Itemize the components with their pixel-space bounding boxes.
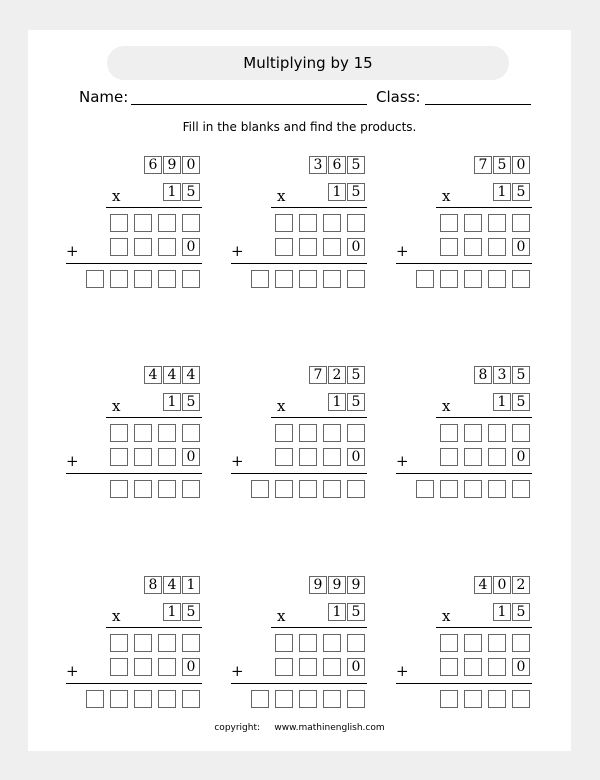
partial-product-2-box[interactable]	[134, 238, 152, 256]
placeholder-zero-box: 0	[512, 238, 530, 256]
multiplier-digit-box: 5	[347, 183, 365, 201]
multiplicand-digit-box: 9	[163, 156, 181, 174]
multiplier-digit-box: 1	[493, 183, 511, 201]
multiplicand-digit-box: 3	[493, 366, 511, 384]
final-product-box[interactable]	[464, 270, 482, 288]
partial-product-1-box[interactable]	[464, 634, 482, 652]
name-field[interactable]	[131, 104, 367, 105]
final-product-box[interactable]	[299, 270, 317, 288]
partial-product-1-box[interactable]	[158, 634, 176, 652]
multiplicand-digit-box: 2	[328, 366, 346, 384]
partial-product-1-box[interactable]	[134, 424, 152, 442]
final-product-box[interactable]	[323, 690, 341, 708]
times-sign: x	[277, 397, 286, 415]
name-label: Name:	[79, 88, 129, 106]
multiplicand-digit-box: 4	[163, 576, 181, 594]
class-field[interactable]	[425, 104, 531, 105]
multiplicand-digit-box: 4	[163, 366, 181, 384]
final-product-box[interactable]	[251, 480, 269, 498]
times-sign: x	[277, 187, 286, 205]
multiplicand-digit-box: 6	[144, 156, 162, 174]
sum-line	[231, 263, 367, 264]
partial-product-2-box[interactable]	[488, 658, 506, 676]
partial-product-1-box[interactable]	[110, 634, 128, 652]
final-product-box[interactable]	[275, 480, 293, 498]
final-product-box[interactable]	[416, 480, 434, 498]
multiplier-underline	[271, 207, 367, 208]
final-product-box[interactable]	[251, 270, 269, 288]
partial-product-1-box[interactable]	[323, 214, 341, 232]
multiplier-digit-box: 1	[163, 393, 181, 411]
final-product-box[interactable]	[110, 480, 128, 498]
final-product-box[interactable]	[182, 690, 200, 708]
partial-product-1-box[interactable]	[512, 214, 530, 232]
partial-product-1-box[interactable]	[110, 214, 128, 232]
partial-product-2-box[interactable]	[110, 658, 128, 676]
partial-product-2-box[interactable]	[110, 448, 128, 466]
partial-product-1-box[interactable]	[134, 214, 152, 232]
final-product-box[interactable]	[440, 270, 458, 288]
multiplicand-digit-box: 7	[474, 156, 492, 174]
plus-sign: +	[396, 452, 409, 470]
final-product-box[interactable]	[440, 480, 458, 498]
multiplicand-digit-box: 8	[474, 366, 492, 384]
worksheet-title: Multiplying by 15	[107, 46, 509, 80]
class-label: Class:	[376, 88, 421, 106]
final-product-box[interactable]	[134, 480, 152, 498]
final-product-box[interactable]	[464, 690, 482, 708]
multiplicand-digit-box: 0	[512, 156, 530, 174]
partial-product-2-box[interactable]	[488, 448, 506, 466]
final-product-box[interactable]	[251, 690, 269, 708]
multiplier-digit-box: 5	[512, 393, 530, 411]
sum-line	[396, 263, 532, 264]
multiplier-digit-box: 1	[328, 183, 346, 201]
multiplier-digit-box: 1	[493, 393, 511, 411]
multiplicand-digit-box: 2	[512, 576, 530, 594]
multiplicand-digit-box: 4	[182, 366, 200, 384]
multiplicand-digit-box: 5	[347, 366, 365, 384]
final-product-box[interactable]	[134, 270, 152, 288]
partial-product-2-box[interactable]	[275, 448, 293, 466]
multiplier-digit-box: 5	[182, 603, 200, 621]
times-sign: x	[442, 187, 451, 205]
multiplication-problem	[231, 366, 381, 516]
final-product-box[interactable]	[182, 270, 200, 288]
final-product-box[interactable]	[488, 270, 506, 288]
multiplicand-digit-box: 9	[328, 576, 346, 594]
partial-product-2-box[interactable]	[158, 658, 176, 676]
placeholder-zero-box: 0	[347, 448, 365, 466]
plus-sign: +	[66, 452, 79, 470]
multiplier-underline	[436, 207, 532, 208]
multiplication-problem	[231, 576, 381, 726]
multiplier-underline	[106, 207, 202, 208]
plus-sign: +	[231, 242, 244, 260]
sum-line	[231, 683, 367, 684]
final-product-box[interactable]	[347, 270, 365, 288]
multiplier-digit-box: 5	[512, 603, 530, 621]
partial-product-2-box[interactable]	[464, 658, 482, 676]
partial-product-2-box[interactable]	[488, 238, 506, 256]
partial-product-2-box[interactable]	[275, 238, 293, 256]
multiplication-problem	[66, 156, 216, 306]
plus-sign: +	[396, 242, 409, 260]
sum-line	[396, 473, 532, 474]
partial-product-1-box[interactable]	[134, 634, 152, 652]
final-product-box[interactable]	[416, 270, 434, 288]
multiplier-digit-box: 5	[347, 393, 365, 411]
partial-product-1-box[interactable]	[347, 634, 365, 652]
partial-product-2-box[interactable]	[464, 238, 482, 256]
multiplicand-digit-box: 9	[309, 576, 327, 594]
times-sign: x	[112, 397, 121, 415]
times-sign: x	[442, 397, 451, 415]
worksheet-page	[28, 30, 571, 751]
multiplication-problem	[396, 366, 546, 516]
placeholder-zero-box: 0	[512, 658, 530, 676]
multiplier-digit-box: 5	[182, 183, 200, 201]
final-product-box[interactable]	[275, 690, 293, 708]
placeholder-zero-box: 0	[347, 658, 365, 676]
placeholder-zero-box: 0	[182, 658, 200, 676]
plus-sign: +	[231, 452, 244, 470]
partial-product-1-box[interactable]	[275, 634, 293, 652]
partial-product-2-box[interactable]	[158, 448, 176, 466]
multiplier-digit-box: 5	[512, 183, 530, 201]
final-product-box[interactable]	[299, 690, 317, 708]
plus-sign: +	[231, 662, 244, 680]
multiplier-digit-box: 1	[163, 603, 181, 621]
partial-product-2-box[interactable]	[134, 448, 152, 466]
final-product-box[interactable]	[440, 690, 458, 708]
multiplier-digit-box: 1	[328, 393, 346, 411]
multiplier-underline	[436, 627, 532, 628]
multiplication-problem	[66, 366, 216, 516]
final-product-box[interactable]	[275, 270, 293, 288]
times-sign: x	[277, 607, 286, 625]
copyright-footer	[28, 723, 571, 733]
partial-product-2-box[interactable]	[440, 658, 458, 676]
multiplicand-digit-box: 7	[309, 366, 327, 384]
multiplication-problem	[396, 156, 546, 306]
partial-product-1-box[interactable]	[488, 424, 506, 442]
partial-product-2-box[interactable]	[440, 448, 458, 466]
times-sign: x	[112, 187, 121, 205]
partial-product-2-box[interactable]	[110, 238, 128, 256]
final-product-box[interactable]	[86, 690, 104, 708]
placeholder-zero-box: 0	[182, 238, 200, 256]
partial-product-2-box[interactable]	[323, 658, 341, 676]
multiplier-underline	[106, 417, 202, 418]
multiplier-digit-box: 5	[347, 603, 365, 621]
partial-product-1-box[interactable]	[110, 424, 128, 442]
multiplier-digit-box: 1	[163, 183, 181, 201]
plus-sign: +	[396, 662, 409, 680]
website-link[interactable]: www.mathinenglish.com	[274, 723, 385, 733]
final-product-box[interactable]	[512, 690, 530, 708]
final-product-box[interactable]	[464, 480, 482, 498]
final-product-box[interactable]	[512, 480, 530, 498]
partial-product-1-box[interactable]	[440, 214, 458, 232]
multiplier-underline	[106, 627, 202, 628]
multiplicand-digit-box: 9	[347, 576, 365, 594]
final-product-box[interactable]	[158, 690, 176, 708]
partial-product-2-box[interactable]	[158, 238, 176, 256]
times-sign: x	[112, 607, 121, 625]
multiplicand-digit-box: 0	[493, 576, 511, 594]
partial-product-1-box[interactable]	[512, 424, 530, 442]
partial-product-1-box[interactable]	[512, 634, 530, 652]
partial-product-1-box[interactable]	[347, 424, 365, 442]
multiplicand-digit-box: 0	[182, 156, 200, 174]
multiplication-problem	[396, 576, 546, 726]
multiplier-underline	[271, 417, 367, 418]
placeholder-zero-box: 0	[347, 238, 365, 256]
multiplier-digit-box: 1	[328, 603, 346, 621]
multiplier-digit-box: 1	[493, 603, 511, 621]
multiplicand-digit-box: 5	[347, 156, 365, 174]
partial-product-2-box[interactable]	[464, 448, 482, 466]
final-product-box[interactable]	[488, 690, 506, 708]
partial-product-1-box[interactable]	[347, 214, 365, 232]
partial-product-1-box[interactable]	[299, 634, 317, 652]
final-product-box[interactable]	[182, 480, 200, 498]
final-product-box[interactable]	[134, 690, 152, 708]
multiplicand-digit-box: 8	[144, 576, 162, 594]
partial-product-2-box[interactable]	[299, 238, 317, 256]
sum-line	[66, 683, 202, 684]
final-product-box[interactable]	[347, 480, 365, 498]
final-product-box[interactable]	[323, 270, 341, 288]
plus-sign: +	[66, 242, 79, 260]
final-product-box[interactable]	[488, 480, 506, 498]
multiplier-digit-box: 5	[182, 393, 200, 411]
multiplicand-digit-box: 1	[182, 576, 200, 594]
partial-product-1-box[interactable]	[275, 214, 293, 232]
partial-product-1-box[interactable]	[299, 424, 317, 442]
partial-product-2-box[interactable]	[299, 658, 317, 676]
multiplicand-digit-box: 4	[474, 576, 492, 594]
copyright-label: copyright:	[214, 723, 261, 733]
partial-product-2-box[interactable]	[134, 658, 152, 676]
final-product-box[interactable]	[299, 480, 317, 498]
partial-product-1-box[interactable]	[323, 424, 341, 442]
final-product-box[interactable]	[110, 690, 128, 708]
partial-product-1-box[interactable]	[488, 214, 506, 232]
placeholder-zero-box: 0	[182, 448, 200, 466]
partial-product-1-box[interactable]	[299, 214, 317, 232]
multiplication-problem	[231, 156, 381, 306]
multiplication-problem	[66, 576, 216, 726]
final-product-box[interactable]	[110, 270, 128, 288]
partial-product-1-box[interactable]	[323, 634, 341, 652]
sum-line	[231, 473, 367, 474]
partial-product-1-box[interactable]	[158, 424, 176, 442]
final-product-box[interactable]	[158, 480, 176, 498]
partial-product-1-box[interactable]	[182, 424, 200, 442]
partial-product-1-box[interactable]	[440, 634, 458, 652]
final-product-box[interactable]	[86, 270, 104, 288]
partial-product-2-box[interactable]	[275, 658, 293, 676]
partial-product-1-box[interactable]	[464, 214, 482, 232]
instructions: Fill in the blanks and find the products.	[182, 120, 417, 134]
multiplier-underline	[436, 417, 532, 418]
partial-product-2-box[interactable]	[323, 238, 341, 256]
times-sign: x	[442, 607, 451, 625]
multiplicand-digit-box: 5	[493, 156, 511, 174]
sum-line	[66, 263, 202, 264]
multiplicand-digit-box: 3	[309, 156, 327, 174]
partial-product-1-box[interactable]	[158, 214, 176, 232]
partial-product-2-box[interactable]	[440, 238, 458, 256]
final-product-box[interactable]	[323, 480, 341, 498]
multiplicand-digit-box: 5	[512, 366, 530, 384]
multiplicand-digit-box: 6	[328, 156, 346, 174]
partial-product-1-box[interactable]	[275, 424, 293, 442]
final-product-box[interactable]	[512, 270, 530, 288]
sum-line	[66, 473, 202, 474]
final-product-box[interactable]	[158, 270, 176, 288]
partial-product-1-box[interactable]	[182, 634, 200, 652]
partial-product-2-box[interactable]	[299, 448, 317, 466]
placeholder-zero-box: 0	[512, 448, 530, 466]
multiplicand-digit-box: 4	[144, 366, 162, 384]
plus-sign: +	[66, 662, 79, 680]
partial-product-1-box[interactable]	[488, 634, 506, 652]
partial-product-1-box[interactable]	[440, 424, 458, 442]
final-product-box[interactable]	[347, 690, 365, 708]
partial-product-1-box[interactable]	[464, 424, 482, 442]
multiplier-underline	[271, 627, 367, 628]
sum-line	[396, 683, 532, 684]
partial-product-2-box[interactable]	[323, 448, 341, 466]
partial-product-1-box[interactable]	[182, 214, 200, 232]
